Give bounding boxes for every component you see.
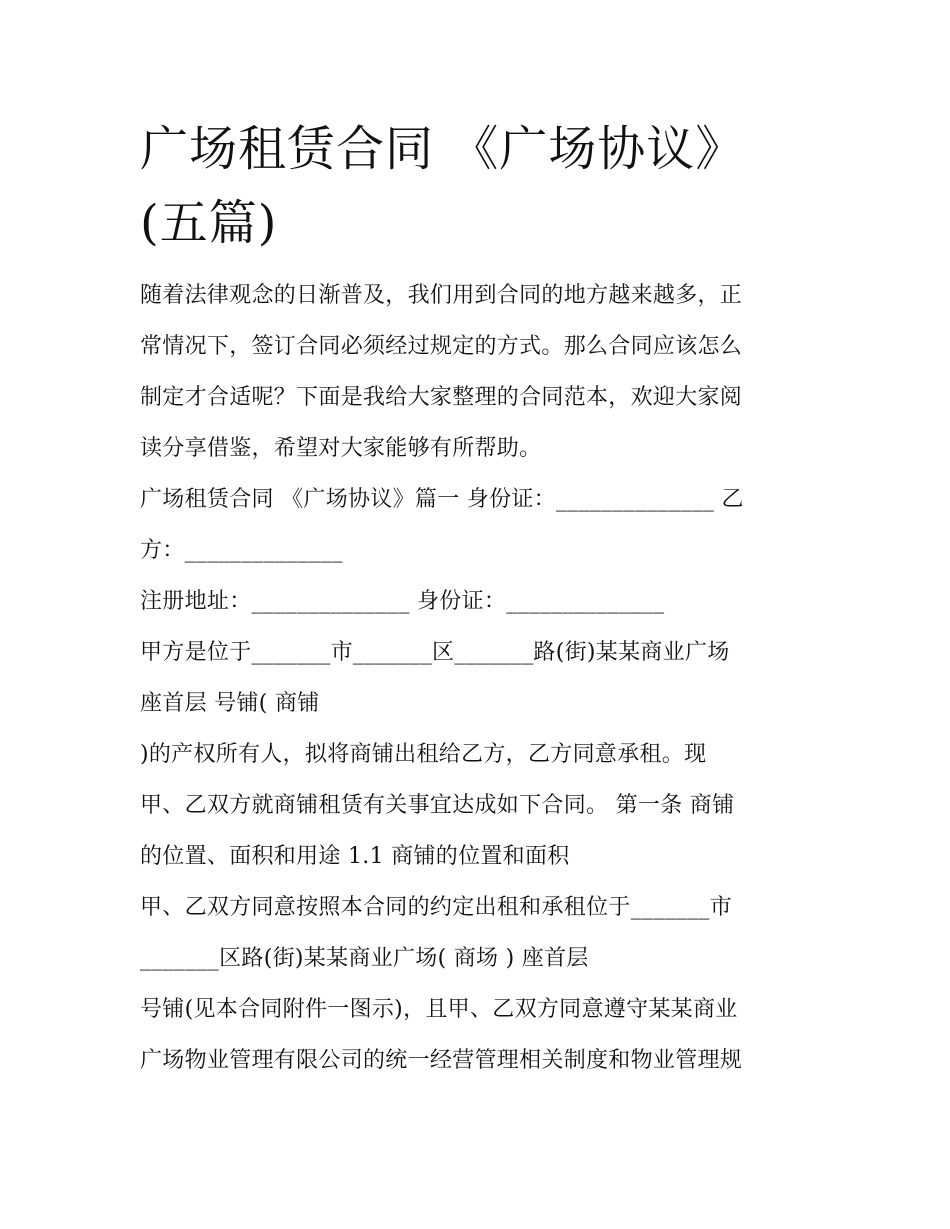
body-line: _______区路(街)某某商业广场( 商场 ) 座首层 <box>140 946 589 971</box>
body-line: 号铺(见本合同附件一图示)，且甲、乙双方同意遵守某某商业 <box>140 997 738 1022</box>
title-line-2: (五篇) <box>140 195 278 251</box>
body-line: 广场物业管理有限公司的统一经营管理相关制度和物业管理规 <box>140 1048 743 1073</box>
body-line: 甲、乙双方就商铺租赁有关事宜达成如下合同。 第一条 商铺 <box>140 793 735 818</box>
body-line: 甲方是位于_______市_______区_______路(街)某某商业广场 <box>140 640 730 665</box>
body-line: 注册地址：______________ 身份证：______________ <box>140 589 665 614</box>
title-line-1: 广场租赁合同 《广场协议》 <box>140 121 745 177</box>
document-body <box>140 270 820 1086</box>
body-line: )的产权所有人，拟将商铺出租给乙方，乙方同意承租。现 <box>140 742 707 767</box>
document-title <box>140 112 820 260</box>
document-page <box>140 112 820 1086</box>
body-line: 常情况下，签订合同必须经过规定的方式。那么合同应该怎么 <box>140 334 743 359</box>
body-line: 座首层 号铺( 商铺 <box>140 691 320 716</box>
body-line: 读分享借鉴，希望对大家能够有所帮助。 <box>140 436 542 461</box>
body-line: 制定才合适呢？下面是我给大家整理的合同范本，欢迎大家阅 <box>140 385 743 410</box>
body-line: 甲、乙双方同意按照本合同的约定出租和承租位于_______市 <box>140 895 733 920</box>
body-line: 方：______________ <box>140 538 343 563</box>
body-line: 广场租赁合同 《广场协议》篇一 身份证：______________ 乙 <box>140 487 744 512</box>
body-line: 随着法律观念的日渐普及，我们用到合同的地方越来越多，正 <box>140 283 743 308</box>
body-line: 的位置、面积和用途 1.1 商铺的位置和面积 <box>140 844 570 869</box>
